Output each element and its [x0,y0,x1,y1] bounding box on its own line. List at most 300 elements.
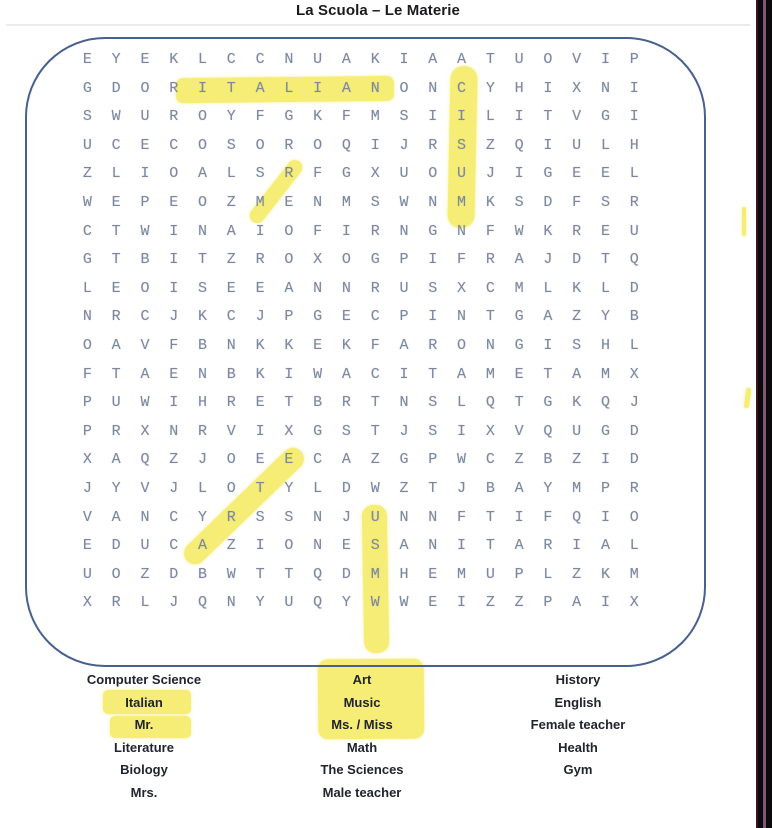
grid-letter-r14-c4: N [169,422,179,440]
grid-letter-r1-c5: L [198,51,208,68]
grid-letter-r15-c6: O [226,451,236,469]
grid-letter-r2-c18: X [572,79,582,97]
grid-letter-r19-c14: M [457,565,467,583]
grid-letter-r14-c1: P [82,422,92,440]
grid-letter-r11-c6: N [226,336,236,354]
grid-letter-r5-c9: F [313,165,323,183]
grid-letter-r7-c3: W [140,222,150,240]
grid-letter-r13-c19: Q [600,394,610,412]
word-bank-item: Gym [563,762,593,778]
grid-letter-r8-c17: J [543,251,553,269]
word-bank-item: Health [558,739,598,755]
grid-letter-r14-c17: Q [543,422,553,440]
grid-letter-r18-c4: C [169,537,179,555]
grid-letter-r1-c20: P [629,51,639,68]
grid-letter-r9-c2: E [111,279,121,297]
grid-letter-r13-c2: U [111,394,121,412]
grid-letter-r6-c7: M [255,193,265,211]
grid-letter-r5-c2: L [111,165,121,183]
grid-letter-r16-c15: B [485,479,495,497]
grid-letter-r9-c3: O [140,279,150,297]
grid-letter-r12-c8: I [284,365,294,383]
grid-letter-r9-c15: C [485,279,495,297]
grid-letter-r2-c1: G [82,79,92,97]
grid-letter-r17-c19: I [600,508,610,526]
grid-letter-r2-c12: O [399,79,409,97]
grid-letter-r3-c15: L [485,108,495,126]
grid-letter-r13-c5: H [198,394,208,412]
grid-letter-r5-c14: U [457,165,467,183]
grid-letter-r15-c4: Z [169,451,179,469]
grid-letter-r4-c16: Q [514,136,524,154]
grid-letter-r18-c16: A [514,537,524,555]
grid-letter-r5-c15: J [485,165,495,183]
grid-letter-r2-c11: N [370,79,380,97]
grid-letter-r18-c5: A [198,537,208,555]
grid-letter-r12-c2: T [111,365,121,383]
grid-letter-r16-c12: Z [399,479,409,497]
grid-letter-r18-c7: I [255,537,265,555]
grid-letter-r15-c3: Q [140,451,150,469]
grid-letter-r18-c12: A [399,537,409,555]
grid-letter-r8-c6: Z [226,251,236,269]
grid-letter-r17-c15: T [485,508,495,526]
grid-letter-r16-c4: J [169,479,179,497]
page-edge-stripe [763,0,766,828]
grid-letter-r19-c3: Z [140,565,150,583]
grid-letter-r18-c3: U [140,537,150,555]
grid-letter-r5-c1: Z [82,165,92,183]
grid-letter-r3-c14: I [457,108,467,126]
grid-letter-r5-c12: U [399,165,409,183]
grid-letter-r12-c13: T [428,365,438,383]
grid-letter-r17-c16: I [514,508,524,526]
grid-letter-r10-c16: G [514,308,524,326]
highlight-margin-dash-2 [744,388,752,409]
grid-letter-r17-c20: O [629,508,639,526]
grid-letter-r18-c1: E [82,537,92,555]
puzzle-border [25,37,706,667]
grid-letter-r4-c19: L [600,136,610,154]
grid-letter-r13-c14: L [457,394,467,412]
grid-letter-r4-c11: I [370,136,380,154]
grid-letter-r19-c11: M [370,565,380,583]
grid-letter-r10-c11: C [370,308,380,326]
grid-letter-r15-c15: C [485,451,495,469]
word-bank-item: Computer Science [86,672,202,687]
grid-letter-r16-c18: M [572,479,582,497]
grid-letter-r17-c9: N [313,508,323,526]
grid-letter-r2-c19: N [600,79,610,97]
grid-letter-r4-c9: O [313,136,323,154]
grid-letter-r8-c2: T [111,251,121,269]
grid-letter-r3-c13: I [428,108,438,126]
grid-letter-r20-c20: X [629,594,639,612]
grid-letter-r3-c18: V [572,108,582,126]
grid-letter-r12-c9: W [313,365,323,383]
grid-letter-r12-c15: M [485,365,495,383]
grid-letter-r17-c1: V [82,508,92,526]
grid-letter-r3-c6: Y [226,108,236,126]
grid-letter-r6-c17: D [543,193,553,211]
grid-letter-r10-c17: A [543,308,553,326]
grid-letter-r4-c10: Q [341,136,351,154]
grid-letter-r11-c9: E [313,336,323,354]
grid-letter-r14-c2: R [111,422,121,440]
grid-letter-r11-c4: F [169,336,179,354]
grid-letter-r20-c4: J [169,594,179,612]
grid-letter-r6-c16: S [514,193,524,211]
grid-letter-r14-c15: X [485,422,495,440]
grid-letter-r19-c13: E [428,565,438,583]
grid-letter-r12-c14: A [457,365,467,383]
highlight-margin-dash-1 [742,207,746,236]
grid-letter-r13-c20: J [629,394,639,412]
grid-letter-r9-c18: K [572,279,582,297]
grid-letter-r1-c10: A [341,51,351,68]
divider-line [6,24,750,26]
grid-letter-r6-c20: R [629,193,639,211]
grid-letter-r19-c20: M [629,565,639,583]
grid-letter-r15-c5: J [198,451,208,469]
grid-letter-r17-c17: F [543,508,553,526]
grid-letter-r7-c13: G [428,222,438,240]
grid-letter-r17-c6: R [226,508,236,526]
grid-letter-r2-c16: H [514,79,524,97]
word-bank-column-1 [34,669,254,805]
grid-letter-r19-c2: O [111,565,121,583]
grid-letter-r10-c10: E [341,308,351,326]
grid-letter-r16-c6: O [226,479,236,497]
grid-letter-r4-c17: I [543,136,553,154]
grid-letter-r14-c19: G [600,422,610,440]
grid-letter-r5-c16: I [514,165,524,183]
grid-letter-r6-c3: P [140,193,150,211]
grid-letter-r15-c12: G [399,451,409,469]
grid-letter-r7-c6: A [226,222,236,240]
grid-letter-r3-c9: K [313,108,323,126]
grid-letter-r1-c2: Y [111,51,121,68]
grid-letter-r10-c13: I [428,308,438,326]
word-bank-item: Biology [120,762,168,778]
grid-letter-r8-c1: G [82,251,92,269]
grid-letter-r3-c16: I [514,108,524,126]
grid-letter-r5-c19: E [600,165,610,183]
grid-letter-r3-c20: I [629,108,639,126]
grid-letter-r5-c6: L [226,165,236,183]
grid-letter-r4-c14: S [457,136,467,154]
grid-letter-r11-c1: O [82,336,92,354]
grid-letter-r14-c11: T [370,422,380,440]
grid-letter-r19-c12: H [399,565,409,583]
grid-letter-r2-c17: I [543,79,553,97]
grid-letter-r18-c19: A [600,537,610,555]
grid-letter-r13-c8: T [284,394,294,412]
grid-letter-r18-c20: L [629,537,639,555]
grid-letter-r16-c13: T [428,479,438,497]
grid-letter-r18-c18: I [572,537,582,555]
grid-letter-r7-c5: N [198,222,208,240]
grid-letter-r8-c12: P [399,251,409,269]
grid-letter-r9-c7: E [255,279,265,297]
grid-letter-r12-c19: M [600,365,610,383]
grid-letter-r9-c9: N [313,279,323,297]
grid-letter-r10-c5: K [198,308,208,326]
grid-letter-r4-c8: R [284,136,294,154]
grid-letter-r13-c1: P [82,394,92,412]
grid-letter-r10-c3: C [140,308,150,326]
grid-letter-r9-c19: L [600,279,610,297]
grid-letter-r3-c7: F [255,108,265,126]
grid-letter-r1-c11: K [370,51,380,68]
grid-letter-r17-c12: N [399,508,409,526]
grid-letter-r9-c4: I [169,279,179,297]
grid-letter-r10-c4: J [169,308,179,326]
grid-letter-r3-c11: M [370,108,380,126]
grid-letter-r2-c2: D [111,79,121,97]
grid-letter-r2-c13: N [428,79,438,97]
grid-letter-r14-c13: S [428,422,438,440]
grid-letter-r9-c5: S [198,279,208,297]
grid-letter-r11-c11: F [370,336,380,354]
grid-letter-r20-c10: Y [341,594,351,612]
grid-letter-r20-c9: Q [313,594,323,612]
grid-letter-r6-c15: K [485,193,495,211]
grid-letter-r12-c16: E [514,365,524,383]
grid-letter-r7-c19: E [600,222,610,240]
grid-letter-r9-c16: M [514,279,524,297]
grid-letter-r13-c16: T [514,394,524,412]
grid-letter-r4-c18: U [572,136,582,154]
grid-letter-r19-c6: W [226,565,236,583]
grid-letter-r16-c10: D [341,479,351,497]
grid-letter-r6-c8: E [284,193,294,211]
grid-letter-r1-c3: E [140,51,150,68]
grid-letter-r10-c15: T [485,308,495,326]
grid-letter-r15-c11: Z [370,451,380,469]
grid-letter-r9-c17: L [543,279,553,297]
grid-letter-r8-c20: Q [629,251,639,269]
grid-letter-r9-c20: D [629,279,639,297]
grid-letter-r2-c9: I [313,79,323,97]
grid-letter-r9-c10: N [341,279,351,297]
grid-letter-r8-c5: T [198,251,208,269]
grid-letter-r10-c8: P [284,308,294,326]
grid-letter-r20-c15: Z [485,594,495,612]
grid-letter-r19-c18: Z [572,565,582,583]
grid-letter-r2-c20: I [629,79,639,97]
grid-letter-r6-c13: N [428,193,438,211]
grid-letter-r5-c5: A [198,165,208,183]
grid-letter-r20-c11: W [370,594,380,612]
grid-letter-r13-c18: K [572,394,582,412]
grid-letter-r20-c1: X [82,594,92,612]
grid-letter-r6-c19: S [600,193,610,211]
grid-letter-r18-c13: N [428,537,438,555]
grid-letter-r5-c7: S [255,165,265,183]
grid-letter-r17-c4: C [169,508,179,526]
grid-letter-r13-c10: R [341,394,351,412]
grid-letter-r18-c2: D [111,537,121,555]
grid-letter-r17-c7: S [255,508,265,526]
grid-letter-r16-c3: V [140,479,150,497]
grid-letter-r13-c17: G [543,394,553,412]
grid-letter-r2-c3: O [140,79,150,97]
grid-letter-r17-c8: S [284,508,294,526]
grid-letter-r15-c13: P [428,451,438,469]
grid-letter-r20-c8: U [284,594,294,612]
grid-letter-r3-c3: U [140,108,150,126]
grid-letter-r14-c6: V [226,422,236,440]
grid-letter-r19-c17: L [543,565,553,583]
grid-letter-r19-c19: K [600,565,610,583]
grid-letter-r4-c3: E [140,136,150,154]
page-edge-bar [756,0,772,828]
grid-letter-r10-c9: G [313,308,323,326]
grid-letter-r16-c9: L [313,479,323,497]
word-bank-item: Literature [114,739,174,755]
grid-letter-r5-c3: I [140,165,150,183]
grid-letter-r8-c4: I [169,251,179,269]
grid-letter-r1-c17: O [543,51,553,68]
grid-letter-r10-c2: R [111,308,121,326]
grid-letter-r20-c14: I [457,594,467,612]
grid-letter-r6-c12: W [399,193,409,211]
grid-letter-r2-c6: T [226,79,236,97]
word-bank-item: English [554,694,602,710]
grid-letter-r15-c1: X [82,451,92,469]
grid-letter-r7-c2: T [111,222,121,240]
word-bank-column-2 [252,669,472,805]
grid-letter-r2-c7: A [255,79,265,97]
word-bank-item: Mrs. [130,784,158,800]
grid-letter-r7-c20: U [629,222,639,240]
grid-letter-r6-c2: E [111,193,121,211]
grid-letter-r11-c14: O [457,336,467,354]
grid-letter-r4-c13: R [428,136,438,154]
grid-letter-r16-c5: L [198,479,208,497]
grid-letter-r20-c2: R [111,594,121,612]
grid-letter-r16-c1: J [82,479,92,497]
grid-letter-r9-c13: S [428,279,438,297]
grid-letter-r1-c19: I [600,51,610,68]
grid-letter-r9-c14: X [457,279,467,297]
word-bank-item: Math [346,739,378,755]
grid-letter-r10-c7: J [255,308,265,326]
grid-letter-r19-c9: Q [313,565,323,583]
grid-letter-r17-c5: Y [198,508,208,526]
grid-letter-r10-c12: P [399,308,409,326]
grid-letter-r16-c17: Y [543,479,553,497]
grid-letter-r19-c16: P [514,565,524,583]
grid-letter-r1-c16: U [514,51,524,68]
grid-letter-r1-c8: N [284,51,294,68]
grid-letter-r12-c18: A [572,365,582,383]
grid-letter-r11-c2: A [111,336,121,354]
grid-letter-r8-c13: I [428,251,438,269]
grid-letter-r4-c4: C [169,136,179,154]
grid-letter-r16-c7: T [255,479,265,497]
grid-letter-r12-c11: C [370,365,380,383]
grid-letter-r15-c17: B [543,451,553,469]
grid-letter-r9-c6: E [226,279,236,297]
grid-letter-r8-c19: T [600,251,610,269]
word-bank [0,669,756,809]
grid-letter-r14-c9: G [313,422,323,440]
grid-letter-r1-c9: U [313,51,323,68]
grid-letter-r12-c3: A [140,365,150,383]
grid-letter-r18-c8: O [284,537,294,555]
grid-letter-r8-c18: D [572,251,582,269]
grid-letter-r12-c5: N [198,365,208,383]
word-bank-item: Female teacher [530,717,626,733]
grid-letter-r11-c7: K [255,336,265,354]
grid-letter-r7-c11: R [370,222,380,240]
grid-letter-r20-c12: W [399,594,409,612]
grid-letter-r6-c14: M [457,193,467,211]
grid-letter-r1-c13: A [428,51,438,68]
grid-letter-r11-c17: I [543,336,553,354]
grid-letter-r19-c7: T [255,565,265,583]
grid-letter-r7-c15: F [485,222,495,240]
grid-letter-r15-c16: Z [514,451,524,469]
grid-letter-r11-c18: S [572,336,582,354]
grid-letter-r8-c14: F [457,251,467,269]
grid-letter-r17-c2: A [111,508,121,526]
grid-letter-r15-c18: Z [572,451,582,469]
grid-letter-r14-c10: S [341,422,351,440]
grid-letter-r1-c4: K [169,51,179,68]
grid-letter-r7-c7: I [255,222,265,240]
grid-letter-r1-c15: T [485,51,495,68]
grid-letter-r15-c10: A [341,451,351,469]
grid-letter-r9-c8: A [284,279,294,297]
grid-letter-r8-c8: O [284,251,294,269]
grid-letter-r20-c3: L [140,594,150,612]
grid-letter-r10-c1: N [82,308,92,326]
grid-letter-r3-c19: G [600,108,610,126]
grid-letter-r20-c18: A [572,594,582,612]
grid-letter-r10-c20: B [629,308,639,326]
grid-letter-r6-c4: E [169,193,179,211]
grid-letter-r16-c2: Y [111,479,121,497]
grid-letter-r11-c8: K [284,336,294,354]
grid-letter-r16-c11: W [370,479,380,497]
grid-letter-r14-c7: I [255,422,265,440]
grid-letter-r7-c10: I [341,222,351,240]
grid-letter-r15-c19: I [600,451,610,469]
grid-letter-r12-c1: F [82,365,92,383]
grid-letter-r6-c9: N [313,193,323,211]
grid-letter-r11-c13: R [428,336,438,354]
grid-letter-r4-c7: O [255,136,265,154]
grid-letter-r3-c2: W [111,108,121,126]
grid-letter-r13-c7: E [255,394,265,412]
grid-letter-r14-c16: V [514,422,524,440]
grid-letter-r8-c16: A [514,251,524,269]
grid-letter-r3-c5: O [198,108,208,126]
grid-letter-r2-c4: R [169,79,179,97]
word-bank-item: History [555,672,601,687]
grid-letter-r16-c19: P [600,479,610,497]
grid-letter-r3-c1: S [82,108,92,126]
page-title: La Scuola – Le Materie [296,2,460,19]
grid-letter-r1-c1: E [82,51,92,68]
grid-letter-r5-c8: R [284,165,294,183]
grid-letter-r2-c10: A [341,79,351,97]
grid-letter-r5-c10: G [341,165,351,183]
grid-letter-r17-c3: N [140,508,150,526]
